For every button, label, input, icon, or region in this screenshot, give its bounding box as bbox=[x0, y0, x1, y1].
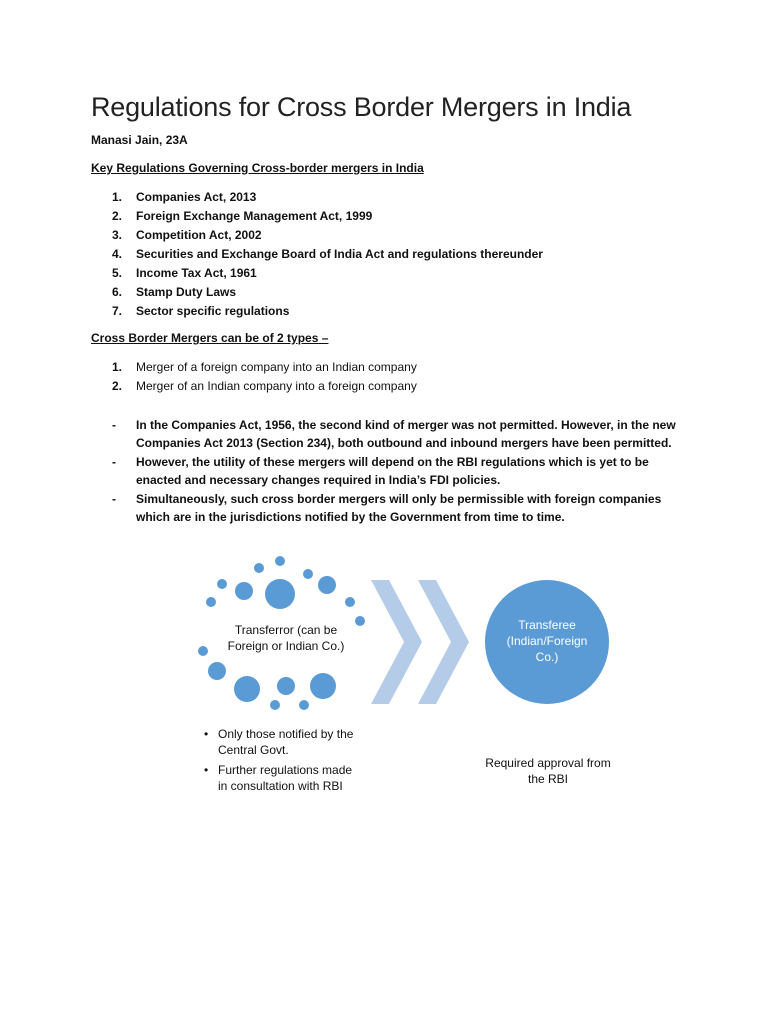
transferee-line: Transferee bbox=[518, 618, 576, 632]
approval-line: the RBI bbox=[527, 772, 569, 786]
ring-dot bbox=[254, 563, 264, 573]
bullet-mark: • bbox=[204, 763, 209, 777]
bullet-mark: • bbox=[204, 727, 209, 741]
list-text: Income Tax Act, 1961 bbox=[136, 266, 257, 280]
chevron-arrow-1 bbox=[371, 580, 422, 704]
list-number: 2. bbox=[112, 209, 123, 223]
list-number: 1. bbox=[112, 190, 123, 204]
note-text: Simultaneously, such cross border mergers will only be permissible with foreign companies which are in the jurisdictions notified by the Government from time to time. bbox=[136, 492, 662, 524]
list-number: 4. bbox=[112, 247, 123, 261]
list-text: Merger of a foreign company into an Indian company bbox=[136, 360, 417, 374]
ring-dot bbox=[206, 597, 216, 607]
transferror-line: Foreign or Indian Co.) bbox=[227, 639, 345, 653]
list-text: Companies Act, 2013 bbox=[136, 190, 257, 204]
ring-dot bbox=[299, 700, 309, 710]
list-number: 3. bbox=[112, 228, 123, 242]
bullet-item bbox=[204, 762, 364, 794]
chevron-arrow-2 bbox=[418, 580, 469, 704]
note-text: In the Companies Act, 1956, the second kind of merger was not permitted. However, in the new Companies Act 2013 (Section 234), both outbound and inbound mergers have been permitted. bbox=[136, 418, 676, 450]
list-text: Stamp Duty Laws bbox=[136, 285, 237, 299]
transferror-line: Transferror (can be bbox=[234, 623, 338, 637]
list-number: 1. bbox=[112, 360, 123, 374]
list-text: Securities and Exchange Board of India Act and regulations thereunder bbox=[136, 247, 543, 261]
list-number: 6. bbox=[112, 285, 123, 299]
approval-line: Required approval from bbox=[485, 756, 611, 770]
transferee-line: Co.) bbox=[535, 650, 559, 664]
ring-dot bbox=[277, 677, 295, 695]
ring-dot bbox=[235, 582, 253, 600]
bullet-item bbox=[204, 726, 364, 758]
note-text: However, the utility of these mergers will depend on the RBI regulations which is yet to be enacted and necessary changes required in India’s FDI policies. bbox=[136, 455, 649, 487]
section-heading-text: Key Regulations Governing Cross-border mergers in India bbox=[91, 161, 424, 175]
transferror-notes bbox=[204, 726, 364, 798]
list-text: Competition Act, 2002 bbox=[136, 228, 262, 242]
ring-dot bbox=[303, 569, 313, 579]
ring-dot bbox=[265, 579, 295, 609]
note-dash: - bbox=[112, 492, 116, 506]
ring-dot bbox=[275, 556, 285, 566]
ring-dot bbox=[234, 676, 260, 702]
section-heading-text: Cross Border Mergers can be of 2 types bbox=[91, 331, 319, 345]
transferror-label bbox=[200, 622, 372, 654]
list-text: Sector specific regulations bbox=[136, 304, 290, 318]
list-number: 5. bbox=[112, 266, 123, 280]
page-title: Regulations for Cross Border Mergers in India bbox=[91, 92, 632, 122]
bullet-text: Only those notified by the Central Govt. bbox=[218, 727, 354, 757]
ring-dot bbox=[270, 700, 280, 710]
author-line: Manasi Jain, 23A bbox=[91, 133, 188, 147]
approval-note bbox=[466, 755, 630, 787]
ring-dot bbox=[217, 579, 227, 589]
transferee-line: (Indian/Foreign bbox=[506, 634, 588, 648]
note-dash: - bbox=[112, 418, 116, 432]
note-dash: - bbox=[112, 455, 116, 469]
list-text: Merger of an Indian company into a foreign company bbox=[136, 379, 417, 393]
ring-dot bbox=[318, 576, 336, 594]
list-number: 2. bbox=[112, 379, 123, 393]
list-text: Foreign Exchange Management Act, 1999 bbox=[136, 209, 373, 223]
ring-dot bbox=[345, 597, 355, 607]
ring-dot bbox=[310, 673, 336, 699]
transferee-label bbox=[487, 617, 607, 665]
list-number: 7. bbox=[112, 304, 123, 318]
section-heading-suffix: – bbox=[318, 331, 329, 345]
ring-dot bbox=[208, 662, 226, 680]
bullet-text: Further regulations made in consultation with RBI bbox=[218, 763, 353, 793]
